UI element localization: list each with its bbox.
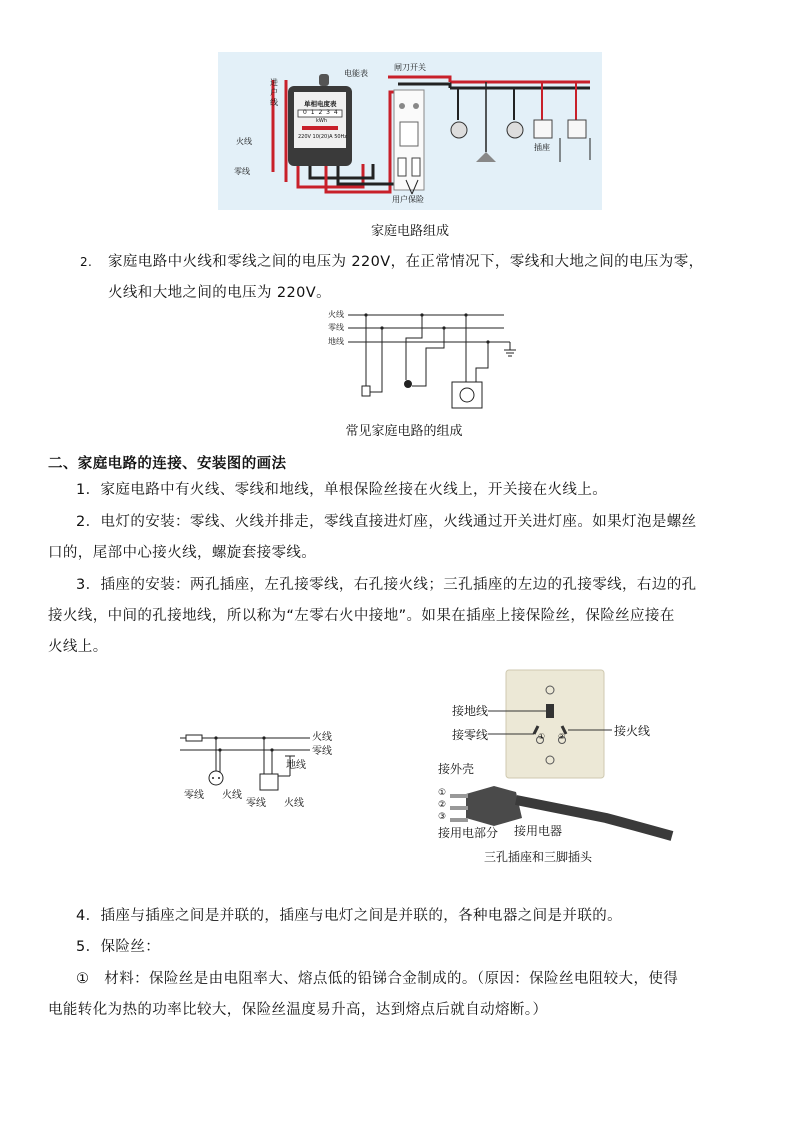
figure1-caption: 家庭电路组成 — [370, 224, 449, 239]
meter-unit: kWh — [316, 118, 328, 124]
meter-title: 单相电度表 — [304, 100, 337, 108]
fig3-left-neutral-label: 零线 — [184, 790, 204, 801]
item5: 5．保险丝： — [76, 939, 161, 955]
fig3-left-live-label: 火线 — [222, 790, 242, 801]
fig4-caption: 三孔插座和三脚插头 — [484, 850, 593, 864]
live-wire-label: 火线 — [236, 137, 252, 146]
fig3-neutral-label: 零线 — [312, 746, 332, 757]
fig3-ground-label: 地线 — [286, 760, 306, 771]
fig4-neutral-label: 接零线 — [452, 728, 489, 742]
household-circuit-figure — [218, 52, 602, 210]
common-circuit-figure — [326, 308, 522, 412]
item5-1a: ① 材料：保险丝是由电阻率大、熔点低的铅锑合金制成的。（原因：保险丝电阻较大，使得 — [76, 971, 679, 987]
fig4-pin2: ② — [558, 732, 566, 741]
meter-digits: 0 1 2 3 4 — [303, 109, 339, 116]
entry-line-label: 进户线 — [270, 78, 278, 107]
item4: 4．插座与插座之间是并联的，插座与电灯之间是并联的，各种电器之间是并联的。 — [76, 908, 623, 924]
section2-p2b: 口的，尾部中心接火线，螺旋套接零线。 — [48, 545, 317, 561]
item5-1b: 电能转化为热的功率比较大，保险丝温度易升高，达到熔点后就自动熔断。） — [48, 1002, 548, 1018]
fig4-ground-label: 接地线 — [452, 704, 489, 718]
fig4-shell-label: 接外壳 — [438, 762, 475, 776]
common-circuit-svg — [326, 308, 522, 412]
fig2-live-label: 火线 — [328, 310, 344, 319]
neutral-wire-label: 零线 — [234, 167, 250, 176]
meter-label: 电能表 — [344, 69, 368, 78]
knife-switch-label: 闸刀开关 — [394, 63, 426, 72]
figure2-caption: 常见家庭电路的组成 — [345, 424, 463, 439]
section2-heading: 二、家庭电路的连接、安装图的画法 — [48, 456, 287, 472]
socket-wiring-figure — [180, 726, 340, 816]
item2-line1: 家庭电路中火线和零线之间的电压为 220V，在正常情况下，零线和大地之间的电压为零， — [108, 254, 704, 270]
fig4-plug-pin2: ② — [438, 800, 447, 810]
section2-p3c: 火线上。 — [48, 639, 108, 655]
fig4-appliance-label: 接用电器 — [514, 824, 563, 838]
socket-plug-figure — [436, 668, 676, 870]
section2-p3a: 3．插座的安装：两孔插座，左孔接零线，右孔接火线；三孔插座的左边的孔接零线，右边的孔 — [76, 577, 697, 593]
household-circuit-svg — [218, 52, 602, 210]
section2-p3b: 接火线，中间的孔接地线，所以称为“左零右火中接地”。如果在插座上接保险丝，保险丝应接在 — [48, 608, 675, 624]
fig2-ground-label: 地线 — [328, 337, 344, 346]
fig4-part-label: 接用电部分 — [438, 826, 499, 840]
fig4-live-label: 接火线 — [614, 724, 651, 738]
item2-number: 2. — [80, 255, 93, 269]
fig4-plug-pin3: ③ — [438, 812, 447, 822]
meter-rating: 220V 10(20)A 50Hz — [298, 134, 347, 140]
fig3-live-label: 火线 — [312, 732, 332, 743]
fuse-label: 用户保险 — [392, 195, 424, 204]
fig4-plug-pin1: ① — [438, 788, 447, 798]
section2-p1: 1．家庭电路中有火线、零线和地线，单根保险丝接在火线上，开关接在火线上。 — [76, 482, 608, 498]
fig3-right-live-label: 火线 — [284, 798, 304, 809]
fig2-neutral-label: 零线 — [328, 323, 344, 332]
fig4-pin1: ① — [538, 732, 546, 741]
item2-line2: 火线和大地之间的电压为 220V。 — [108, 285, 332, 301]
section2-p2a: 2．电灯的安装：零线、火线并排走，零线直接进灯座，火线通过开关进灯座。如果灯泡是螺丝 — [76, 514, 697, 530]
fig3-right-neutral-label: 零线 — [246, 798, 266, 809]
socket-label: 插座 — [534, 143, 550, 152]
